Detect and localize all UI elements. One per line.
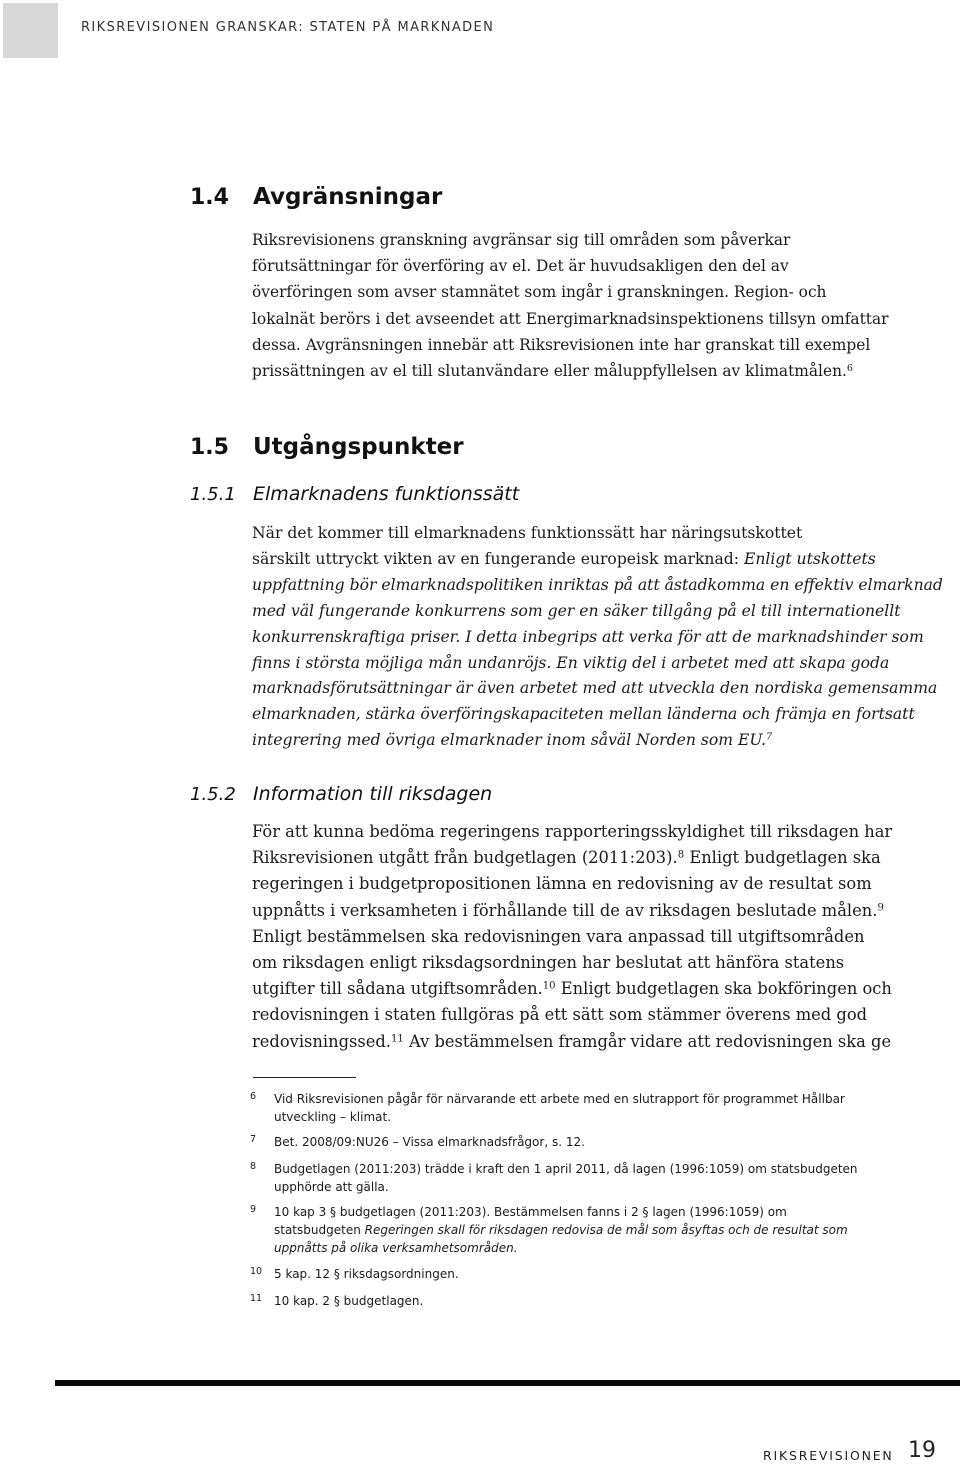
footnote-number: 8 — [250, 1161, 257, 1172]
footnote-number: 10 — [250, 1266, 263, 1277]
quote-line: uppfattning bör elmarknadspolitiken inriktas på att åstadkomma en effektiv elmarknad — [252, 575, 943, 594]
footnote-text — [274, 1160, 874, 1196]
footnote-text — [274, 1265, 874, 1283]
text-line — [252, 845, 892, 871]
footnote-line: Bet. 2008/09:NU26 – Vissa elmarknadsfrågor, s. 12. — [274, 1135, 585, 1149]
body-paragraph — [252, 227, 892, 384]
text-segment: utgifter till sådana utgiftsområden. — [252, 979, 543, 999]
quote-line: marknadsförutsättningar är även arbetet med att utveckla den nordiska gemensamma — [252, 679, 938, 698]
quote-segment: Regeringen skall för riksdagen redovisa de mål som åsyftas och de resultat som — [364, 1223, 848, 1237]
text-line: dessa. Avgränsningen innebär att Riksrevisionen inte har granskat till exempel — [252, 335, 871, 354]
footer-publisher: RIKSREVISIONEN — [763, 1448, 894, 1463]
text-segment: Enligt budgetlagen ska — [684, 848, 881, 868]
quote-segment: integrering med övriga elmarknader inom såväl Norden som EU. — [252, 731, 766, 750]
footnote-line: utveckling – klimat. — [274, 1110, 392, 1124]
footnote-number: 11 — [250, 1293, 263, 1304]
text-segment: Enligt budgetlagen ska bokföringen och — [555, 979, 892, 999]
text-line: redovisningen i staten fullgöras på ett sätt som stämmer överens med god — [252, 1005, 868, 1025]
text-line — [252, 976, 892, 1002]
footnote-text — [274, 1203, 874, 1257]
footnote-reference[interactable]: 10 — [542, 980, 556, 992]
text-line: regeringen i budgetpropositionen lämna en redovisning av de resultat som — [252, 874, 872, 894]
footnote-line: upphörde att gälla. — [274, 1180, 389, 1194]
footnote-reference[interactable]: 6 — [846, 362, 853, 374]
text-line: När det kommer till elmarknadens funktionssätt har näringsutskottet — [252, 524, 803, 542]
footnote-separator — [253, 1077, 356, 1078]
footnote-line: 10 kap 3 § budgetlagen (2011:203). Bestämmelsen fanns i 2 § lagen (1996:1059) om — [274, 1205, 787, 1219]
text-segment: Riksrevisionen utgått från budgetlagen (2011:203). — [252, 848, 678, 868]
footnote-line — [274, 1221, 874, 1239]
text-line: förutsättningar för överföring av el. Det är huvudsakligen den del av — [252, 257, 789, 276]
footnote-text — [274, 1090, 874, 1126]
text-segment: uppnåtts i verksamheten i förhållande till de av riksdagen beslutade målen. — [252, 900, 878, 920]
text-segment: prissättningen av el till slutanvändare eller måluppfyllelsen av klimatmålen. — [252, 362, 847, 381]
quote-line: med väl fungerande konkurrens som ger en säker tillgång på el till internationellt — [252, 601, 901, 620]
footnote-text — [274, 1292, 874, 1310]
section-heading: Avgränsningar — [253, 184, 443, 210]
footnote-number: 6 — [250, 1091, 257, 1102]
footnote-line: Budgetlagen (2011:203) trädde i kraft den 1 april 2011, då lagen (1996:1059) om statsbudgeten — [274, 1162, 858, 1176]
quote-line: elmarknaden, stärka överföringskapaciteten mellan länderna och främja en fortsatt — [252, 705, 915, 724]
text-line — [252, 358, 892, 384]
text-segment: Av bestämmelsen framgår vidare att redovisningen ska ge — [403, 1031, 892, 1051]
text-line: För att kunna bedöma regeringens rapporteringsskyldighet till riksdagen har — [252, 822, 893, 841]
footnote-line: Vid Riksrevisionen pågår för närvarande ett arbete med en slutrapport för programmet Hållbar — [274, 1092, 845, 1106]
body-paragraph — [252, 521, 943, 754]
text-line: lokalnät berörs i det avseendet att Energimarknadsinspektionens tillsyn omfattar — [252, 309, 889, 328]
quote-segment: Enligt utskottets — [743, 549, 876, 568]
subsection-heading: Information till riksdagen — [253, 783, 493, 805]
footnote-number: 7 — [250, 1134, 257, 1145]
subsection-number: 1.5.2 — [190, 784, 236, 805]
text-line — [252, 547, 892, 573]
footnote-reference[interactable]: 9 — [877, 902, 884, 914]
section-number: 1.5 — [190, 435, 229, 460]
subsection-heading: Elmarknadens funktionssätt — [253, 483, 520, 505]
text-line: om riksdagen enligt riksdagsordningen har beslutat att hänföra statens — [252, 953, 845, 973]
quote-line: konkurrenskraftiga priser. I detta inbegrips att verka för att de marknadshinder som — [252, 627, 924, 646]
corner-marker — [3, 3, 58, 58]
footer-rule — [55, 1380, 960, 1386]
page-number: 19 — [908, 1438, 936, 1463]
footnote-line: uppnåtts på olika verksamhetsområden. — [274, 1241, 518, 1255]
running-header: RIKSREVISIONEN GRANSKAR: STATEN PÅ MARKNADEN — [81, 20, 495, 35]
text-line: överföringen som avser stamnätet som ingår i granskningen. Region- och — [252, 283, 827, 302]
subsection-number: 1.5.1 — [190, 484, 236, 505]
text-line — [252, 1029, 892, 1055]
footnote-number: 9 — [250, 1204, 257, 1215]
text-line — [252, 898, 892, 924]
footnote-text — [274, 1133, 874, 1151]
section-heading: Utgångspunkter — [253, 434, 464, 460]
quote-line — [252, 728, 892, 754]
footnote-reference[interactable]: 11 — [390, 1033, 404, 1045]
text-segment: särskilt uttryckt vikten av en fungerande europeisk marknad: — [252, 549, 744, 568]
text-segment: statsbudgeten — [274, 1223, 365, 1237]
text-segment: redovisningssed. — [252, 1031, 391, 1051]
section-number: 1.4 — [190, 185, 229, 210]
footnote-line: 5 kap. 12 § riksdagsordningen. — [274, 1267, 459, 1281]
quote-line: finns i största möjliga mån undanröjs. En viktig del i arbetet med att skapa goda — [252, 653, 890, 672]
footnote-reference[interactable]: 8 — [677, 849, 685, 861]
text-line: Enligt bestämmelsen ska redovisningen vara anpassad till utgiftsområden — [252, 926, 865, 946]
footnote-line: 10 kap. 2 § budgetlagen. — [274, 1294, 424, 1308]
footnote-reference[interactable]: 7 — [766, 731, 773, 743]
text-line: Riksrevisionens granskning avgränsar sig till områden som påverkar — [252, 231, 791, 249]
body-paragraph — [252, 819, 892, 1055]
